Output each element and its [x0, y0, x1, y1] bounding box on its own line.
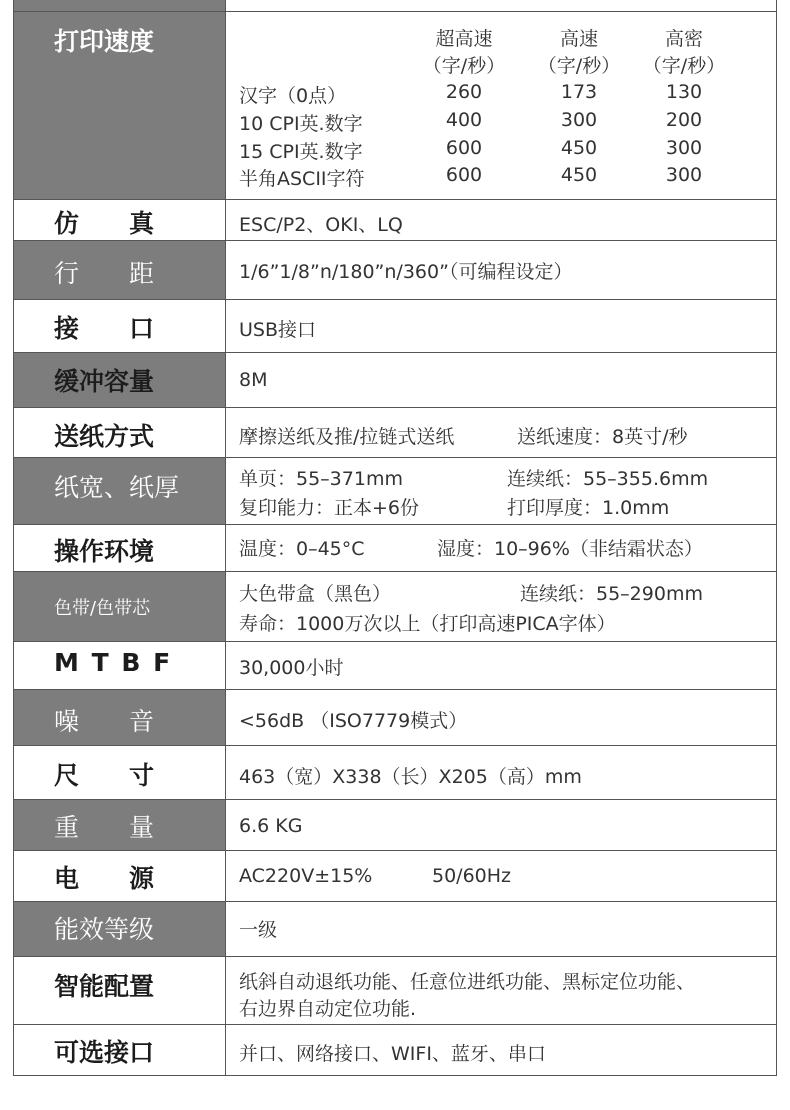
row-value-secondary: 连续纸：55–290mm [520, 583, 703, 605]
speed-value: 300 [665, 164, 703, 186]
row-label: 尺 寸 [54, 761, 155, 790]
row-label-cell [14, 1025, 226, 1075]
row-label: 操作环境 [54, 537, 155, 566]
speed-value: 400 [445, 109, 483, 131]
table-row-power [14, 850, 776, 901]
row-value: 单页：55–371mm [239, 468, 403, 490]
row-value: 纸斜自动退纸功能、任意位进纸功能、黑标定位功能、 [239, 971, 696, 993]
row-value: 摩擦送纸及推/拉链式送纸 [239, 426, 455, 448]
speed-value: 600 [445, 137, 483, 159]
row-label-cell [14, 241, 226, 299]
row-label: 可选接口 [54, 1038, 155, 1067]
row-value-secondary: 送纸速度：8英寸/秒 [517, 426, 688, 448]
row-label-cell [14, 300, 226, 352]
row-label-cell [14, 572, 226, 641]
row-label: 色带/色带芯 [54, 598, 151, 619]
row-value: 463（宽）X338（长）X205（高）mm [239, 766, 582, 788]
row-value: 温度：0–45°C [239, 538, 365, 560]
table-row-paper-feed [14, 407, 776, 457]
speed-header-name: 高密 [664, 28, 703, 50]
row-value: AC220V±15% [239, 865, 373, 887]
table-row-ribbon [14, 571, 776, 641]
row-value-line2: 寿命：1000万次以上（打印高速PICA字体） [239, 613, 616, 635]
row-label-cell [14, 851, 226, 901]
row-label-cell [14, 902, 226, 956]
row-value-secondary-line2: 打印厚度：1.0mm [507, 497, 670, 519]
table-row-weight [14, 799, 776, 850]
speed-value: 300 [665, 137, 703, 159]
table-row-buffer [14, 352, 776, 407]
row-label-cell [14, 642, 226, 689]
row-value: 并口、网络接口、WIFI、蓝牙、串口 [239, 1043, 546, 1065]
speed-value: 260 [445, 81, 483, 103]
row-label-cell [14, 690, 226, 745]
speed-header-unit: （字/秒） [537, 55, 621, 77]
row-value: 8M [239, 369, 268, 391]
table-row-mtbf [14, 641, 776, 689]
row-value-secondary: 湿度：10–96%（非结霜状态） [437, 538, 703, 560]
row-label: 行 距 [54, 259, 155, 288]
table-row-stub [14, 0, 776, 11]
speed-value: 200 [665, 109, 703, 131]
table-row-emulation [14, 199, 776, 240]
row-value-secondary: 50/60Hz [432, 865, 512, 887]
row-value: 1/6”1/8”n/180”n/360”（可编程设定） [239, 261, 573, 283]
speed-value: 450 [560, 164, 598, 186]
table-row-dimensions [14, 745, 776, 799]
row-label: 仿 真 [54, 209, 155, 238]
speed-row-name: 15 CPI英.数字 [239, 141, 363, 163]
row-label-cell [14, 0, 226, 11]
row-label: 电 源 [54, 864, 155, 893]
row-label-cell [14, 353, 226, 407]
table-row-interface [14, 299, 776, 352]
speed-header-unit: （字/秒） [642, 55, 726, 77]
row-label: 智能配置 [54, 972, 155, 1001]
row-label: 重 量 [54, 813, 155, 842]
table-row-energy-class [14, 901, 776, 956]
table-row-paper-size [14, 457, 776, 524]
row-value: 30,000小时 [239, 657, 344, 679]
table-row-print-speed [14, 11, 776, 199]
speed-value: 130 [665, 81, 703, 103]
row-label: 打印速度 [54, 27, 155, 56]
row-value: 大色带盒（黑色） [239, 583, 392, 605]
row-label-cell [14, 525, 226, 571]
speed-header-name: 高速 [559, 28, 598, 50]
speed-value: 450 [560, 137, 598, 159]
row-value-secondary: 连续纸：55–355.6mm [507, 468, 709, 490]
row-label-cell [14, 800, 226, 850]
row-label: 能效等级 [54, 915, 155, 944]
row-label: 纸宽、纸厚 [54, 473, 180, 502]
speed-value: 173 [560, 81, 598, 103]
spec-table [13, 0, 777, 1076]
table-row-line-spacing [14, 240, 776, 299]
row-label: 接 口 [54, 314, 155, 343]
speed-value: 600 [445, 164, 483, 186]
speed-row-name: 汉字（0点） [239, 85, 347, 107]
row-value: 6.6 KG [239, 815, 303, 837]
row-label-cell [14, 458, 226, 524]
row-label-cell [14, 12, 226, 199]
row-value-line2: 右边界自动定位功能. [239, 998, 417, 1020]
row-label-cell [14, 957, 226, 1024]
row-value: 一级 [239, 919, 278, 941]
row-label-cell [14, 408, 226, 457]
row-label: 送纸方式 [54, 422, 155, 451]
speed-row-name: 10 CPI英.数字 [239, 113, 363, 135]
speed-row-name: 半角ASCII字符 [239, 168, 365, 190]
table-row-optional-interface [14, 1024, 776, 1075]
table-row-smart-config [14, 956, 776, 1024]
row-label-cell [14, 200, 226, 240]
table-row-environment [14, 524, 776, 571]
row-value: ESC/P2、OKI、LQ [239, 214, 403, 236]
row-value: USB接口 [239, 319, 317, 341]
speed-value: 300 [560, 109, 598, 131]
speed-header-unit: （字/秒） [422, 55, 506, 77]
row-label-cell [14, 746, 226, 799]
row-value: <56dB （ISO7779模式） [239, 710, 468, 732]
row-label: 噪 音 [54, 707, 155, 736]
table-row-noise [14, 689, 776, 745]
row-value-line2: 复印能力：正本+6份 [239, 497, 420, 519]
row-label: 缓冲容量 [54, 367, 155, 396]
speed-header-name: 超高速 [435, 28, 493, 50]
row-label: M T B F [54, 648, 173, 677]
